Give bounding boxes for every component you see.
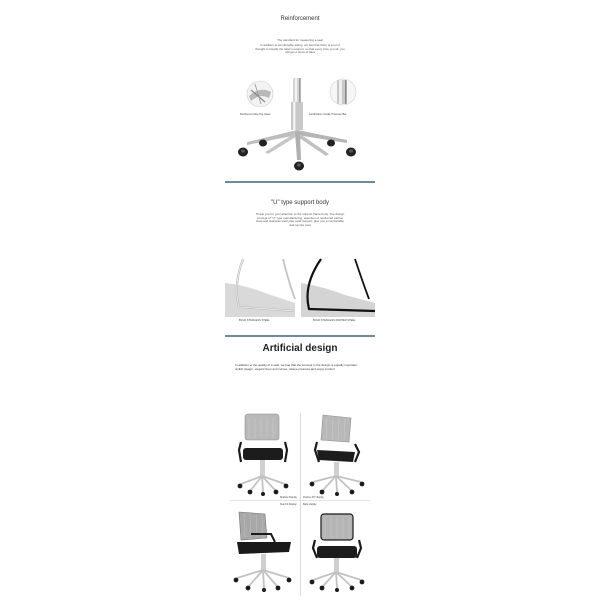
chrome-u-frame-image xyxy=(225,255,297,317)
section-reinforcement-title: Reinforcement xyxy=(280,16,320,22)
section-reinforcement-subtitle: The standard for measuring a seat xyxy=(277,38,323,42)
chair-base-photo xyxy=(225,72,375,172)
chair-45-degree-image xyxy=(307,412,367,496)
chair-side-image xyxy=(231,508,293,592)
section-design-title: Artificial design xyxy=(262,343,338,354)
section-divider xyxy=(225,181,375,183)
section-divider xyxy=(225,335,375,337)
section-reinforcement-body: In addition to comfortable sitting, we feel that there is a lot of thought to handle the sitter's support, so that every time you sit, you will get a piece of idea xyxy=(255,43,345,55)
chair-front-image xyxy=(233,412,293,496)
alloy-claw-caption: Reinforced alloy five claws xyxy=(240,113,271,116)
chair-back-image xyxy=(307,508,367,592)
stainless-steel-caption: BOLD STAINLESS STEEL xyxy=(239,319,270,322)
product-detail-strip xyxy=(225,0,375,600)
positive-45-display-caption: Positive 45° display xyxy=(303,496,324,499)
section-u-support-title: "U" type support body xyxy=(271,200,329,206)
section-u-support-body: Thank you for your attention to the support frame body. The design concept of "U" type manufacturing, selection of reinforced carbon steel and stainless steel pipe solid support, give you a comfortable and secure seat xyxy=(255,212,345,227)
pressure-bar-caption: Certification Grade Pressure Bar xyxy=(309,113,347,116)
alloy-claw-detail-image xyxy=(247,81,273,107)
back-display-caption: Back display xyxy=(303,503,317,506)
grid-divider-horizontal xyxy=(230,500,370,501)
section-design-body: In addition to the quality of a seat, we feel that the concept in the design is equally important, stylish design, elegant lines and curves, relieve pressure and enjoy comfort xyxy=(235,363,358,371)
pressure-bar-detail-image xyxy=(330,79,356,105)
shallow-display-caption: Shallow Display xyxy=(280,496,297,499)
black-u-frame-image xyxy=(301,255,375,317)
u-frame-photos xyxy=(225,255,375,317)
grid-divider-vertical xyxy=(300,413,301,596)
painted-steel-caption: BOLD STAINLESS PAINTED STEEL xyxy=(313,319,356,322)
side-fit-display-caption: Side Fit Display xyxy=(280,503,297,506)
